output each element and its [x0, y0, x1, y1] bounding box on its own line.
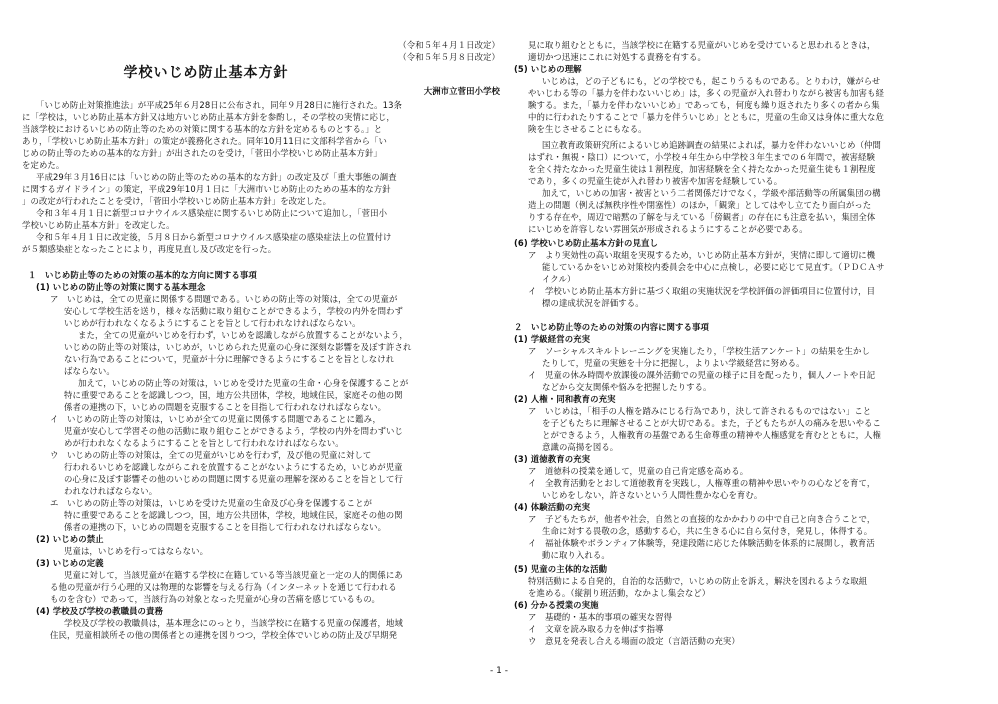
text-line: 令和５年４月１日に改定後，５月８日から新型コロナウイルス感染症の感染症法上の位置付け — [36, 232, 392, 242]
section-heading: ２ いじめ防止等のための対策の内容に関する事項 — [514, 322, 709, 332]
text-line: 特別活動による自発的，自治的な活動で，いじめの防止を訴え，解決を図れるような取組 — [528, 576, 868, 586]
text-line: 生命に対する畏敬の念，感動する心，共に生きる心に自ら気付き，発見し，体得する。 — [542, 526, 873, 536]
text-line: を子どもたちに理解させることが大切である。また，子どもたちが人の痛みを思いやるこ — [542, 418, 881, 428]
section-heading: (3) 道徳教育の充実 — [514, 454, 591, 464]
section-heading: (3) いじめの定義 — [36, 558, 104, 568]
text-line: 特に重要であることを認識しつつ，国，地方公共団体，学校，地域住民，家庭その他の関 — [64, 510, 403, 520]
text-line: われなければならない。 — [64, 486, 158, 496]
page-title: 学校いじめ防止基本方針 — [123, 65, 289, 81]
text-line: ア 道徳科の授業を通して，児童の自己肯定感を高める。 — [528, 466, 749, 476]
section-heading: (4) 学校及び学校の教職員の責務 — [36, 606, 163, 616]
text-line: ウ いじめの防止等の対策は，全ての児童がいじめを行わず，及び他の児童に対して — [50, 450, 372, 460]
text-line: 平成29年３月16日には「いじめの防止等のための基本的な方針」の改定及び「重大事態の調査 — [36, 172, 397, 182]
text-line: 安心して学校生活を送り，様々な活動に取り組むことができるよう，学校の内外を問わず — [64, 306, 403, 316]
section-heading: (2) いじめの禁止 — [36, 534, 104, 544]
text-line: 意識の高揚を図る。 — [542, 442, 619, 452]
text-line: じめの防止等のための基本的な方針」が出されたのを受け，「菅田小学校いじめ防止基本方針」 — [22, 148, 382, 158]
text-line: いじめをしない，許さないという人間性豊かな心を育む。 — [542, 490, 763, 500]
text-line: 中的に行われたりすることで「暴力を伴ういじめ」とともに，児童の生命又は身体に重大な危 — [528, 112, 884, 122]
section-heading: (1) いじめの防止等の対策に関する基本理念 — [36, 282, 206, 292]
section-heading: (6) 分かる授業の実施 — [514, 600, 599, 610]
section-heading: (5) いじめの理解 — [514, 64, 582, 74]
text-line: いじめが行われなくなるようにすることを旨として行われなければならない。 — [64, 318, 361, 328]
text-line: を定めた。 — [22, 160, 65, 170]
text-line: りする存在や，周辺で暗黙の了解を与えている「傍観者」の存在にも注意を払い，集団全体 — [528, 212, 876, 222]
section-heading: (5) 児童の主体的な活動 — [514, 564, 608, 574]
revision-date-1: （令和５年４月１日改定） — [398, 40, 500, 50]
text-line: また，全ての児童がいじめを行わず，いじめを認識しながら放置することがないよう， — [78, 330, 408, 340]
text-line: 住民，児童相談所その他の関係者との連携を図りつつ，学校全体でいじめの防止及び早期発 — [50, 630, 398, 640]
text-line: エ いじめの防止等の対策は，いじめを受けた児童の生命及び心身を保護することが — [50, 498, 373, 508]
text-line: 児童が安心して学習その他の活動に取り組むことができるよう，学校の内外を問わずいじ — [64, 426, 403, 436]
text-line: が５類感染症となったことにより，再度見直し及び改定を行った。 — [22, 244, 277, 254]
text-line: 特に重要であることを認識しつつ，国，地方公共団体，学校，地域住民，家庭その他の関 — [64, 390, 403, 400]
text-line: 加えて，いじめの防止等の対策は，いじめを受けた児童の生命・心身を保護することが — [78, 378, 409, 388]
text-line: はずれ・無視・陰口）について，小学校４年生から中学校３年生までの６年間で，被害経験 — [528, 152, 875, 162]
text-line: ア 基礎的・基本的事項の確実な習得 — [528, 612, 673, 622]
text-line: 学校いじめ防止基本方針」を改定した。 — [22, 220, 175, 230]
text-line: ア 子どもたちが，他者や社会，自然との直接的なかかわりの中で自己と向き合うことで， — [528, 514, 876, 524]
text-line: ア より実効性の高い取組を実現するため，いじめ防止基本方針が，実情に即して適切に機 — [528, 250, 876, 260]
text-line: イ 学校いじめ防止基本方針に基づく取組の実施状況を学校評価の評価項目に位置付け，目 — [528, 286, 876, 296]
text-line: 加えて，いじめの加害・被害という二者関係だけでなく，学級や部活動等の所属集団の構 — [542, 188, 881, 198]
section-heading: (6) 学校いじめ防止基本方針の見直し — [514, 238, 658, 248]
text-line: にいじめを許容しない雰囲気が形成されるようにすることが必要である。 — [528, 224, 808, 234]
section-heading: (2) 人権・同和教育の充実 — [514, 394, 616, 404]
text-line: ア いじめは，全ての児童に関係する問題である。いじめの防止等の対策は，全ての児童が — [50, 294, 398, 304]
text-line: 係者の連携の下，いじめの問題を克服することを目指して行われなければならない。 — [64, 522, 387, 532]
section-heading: (4) 体験活動の充実 — [514, 502, 591, 512]
text-line: る他の児童が行う心理的又は物理的な影響を与える行為（インターネットを通じて行われる — [50, 582, 397, 592]
text-line: に「学校は，いじめ防止基本方針又は地方いじめ防止基本方針を参酌し，その学校の実情に応じ， — [22, 112, 395, 122]
text-line: を進める。（縦割り班活動，なかよし集会など） — [528, 588, 711, 598]
text-line: 適切かつ迅速にこれに対処する責務を有する。 — [528, 52, 706, 62]
text-line: ウ 意見を発表し合える場面の設定（言語活動の充実） — [528, 636, 740, 646]
page-number: - 1 - — [490, 666, 508, 676]
text-line: ア いじめは，「相手の人権を踏みにじる行為であり，決して許されるものではない」こと — [528, 406, 872, 416]
text-line: 当該学校におけるいじめの防止等のための対策に関する基本的な方針を定めるものとする。」と — [22, 124, 383, 134]
text-line: であり，多くの児童生徒が入れ替わり被害や加害を経験している。 — [528, 176, 783, 186]
text-line: 険を生じさせることにもなる。 — [528, 124, 647, 134]
text-line: ものを含む）であって，当該行為の対象となった児童が心身の苦痛を感じているもの。 — [50, 594, 380, 604]
text-line: 児童に対して，当該児童が在籍する学校に在籍している等当該児童と一定の人的関係にあ — [64, 570, 403, 580]
text-line: いじめは，どの子どもにも，どの学校でも，起こりうるものである。とりわけ，嫌がらせ — [542, 76, 881, 86]
text-line: 令和３年４月１日に新型コロナウイルス感染症に関するいじめ防止について追加し，「菅田小 — [36, 208, 388, 218]
text-line: 」の改定が行われたことを受け，「菅田小学校いじめ防止基本方針」を改定した。 — [22, 196, 332, 206]
text-line: などから交友関係や悩みを把握したりする。 — [542, 382, 712, 392]
text-line: の心身に及ぼす影響その他のいじめの問題に関する児童の理解を深めることを旨として行 — [64, 474, 403, 484]
text-line: とができるよう，人権教育の基盤である生命尊重の精神や人権感覚を育むとともに，人権 — [542, 430, 881, 440]
section-heading: １ いじめ防止等のための対策の基本的な方向に関する事項 — [28, 270, 257, 280]
text-line: 「いじめ防止対策推進法」が平成25年６月28日に公布され，同年９月28日に施行された。13条 — [36, 100, 402, 110]
text-line: 学校及び学校の教職員は，基本理念にのっとり，当該学校に在籍する児童の保護者，地域 — [64, 618, 403, 628]
text-line: 能しているかをいじめ対策校内委員会を中心に点検し，必要に応じて見直す。（ＰＤＣＡサ — [542, 262, 885, 272]
text-line: あり，「学校いじめ防止基本方針」の策定が義務化された。同年10月11日に文部科学省から「い — [22, 136, 387, 146]
text-line: イ 全教育活動をとおして道徳教育を実践し，人権尊重の精神や思いやりの心などを育て， — [528, 478, 876, 488]
text-line: 行われるいじめを認識しながらこれを放置することがないようにするため，いじめが児童 — [64, 462, 403, 472]
text-line: イクル） — [542, 274, 576, 284]
text-line: いじめの防止等の対策は，いじめが，いじめられた児童の心身に深刻な影響を及ぼす許され — [64, 342, 412, 352]
text-line: 造上の問題（例えば無秩序性や閉塞性）のほか，「観衆」としてはやし立てたり面白がった — [528, 200, 872, 210]
text-line: 標の達成状況を評価する。 — [542, 298, 644, 308]
section-heading: (1) 学級経営の充実 — [514, 334, 591, 344]
text-line: 見に取り組むとともに，当該学校に在籍する児童がいじめを受けていると思われるときは， — [528, 40, 876, 50]
text-line: たりして，児童の実態を十分に把握し，よりよい学級経営に努める。 — [542, 358, 805, 368]
text-line: 動に取り入れる。 — [542, 550, 610, 560]
text-line: 係者の連携の下，いじめの問題を克服することを目指して行われなければならない。 — [64, 402, 387, 412]
text-line: イ 児童の休み時間や放課後の課外活動での児童の様子に目を配ったり，個人ノートや日記 — [528, 370, 876, 380]
revision-date-2: （令和５年５月８日改定） — [398, 52, 500, 62]
text-line: イ 文章を読み取る力を伸ばす指導 — [528, 624, 664, 634]
text-line: 験する。また，「暴力を伴わないいじめ」であっても，何度も繰り返されたり多くの者から集 — [528, 100, 880, 110]
text-line: 児童は，いじめを行ってはならない。 — [64, 546, 209, 556]
text-line: ない行為であることについて，児童が十分に理解できるようにすることを旨としなけれ — [64, 354, 395, 364]
text-line: イ いじめの防止等の対策は，いじめが全ての児童に関係する問題であることに鑑み， — [50, 414, 382, 424]
text-line: を全く持たなかった児童生徒は１割程度，加害経験を全く持たなかった児童生徒も１割程度 — [528, 164, 876, 174]
text-line: に関するガイドライン」の策定，平成29年10月１日に「大洲市いじめ防止のための基本的な方針 — [22, 184, 391, 194]
text-line: めが行われなくなるようにすることを旨として行われなければならない。 — [64, 438, 344, 448]
text-line: ア ソーシャルスキルトレーニングを実施したり，「学校生活アンケート」の結果を生かし — [528, 346, 870, 356]
text-line: イ 福祉体験やボランティア体験等，発達段階に応じた体験活動を体系的に展開し，教育活 — [528, 538, 875, 548]
text-line: ばならない。 — [64, 366, 115, 376]
text-line: やいじわる等の「暴力を伴わないいじめ」は，多くの児童が入れ替わりながら被害も加害も経 — [528, 88, 884, 98]
text-line: 国立教育政策研究所によるいじめ追跡調査の結果によれば，暴力を伴わないいじめ（仲間 — [542, 140, 881, 150]
school-name: 大洲市立菅田小学校 — [423, 86, 500, 96]
